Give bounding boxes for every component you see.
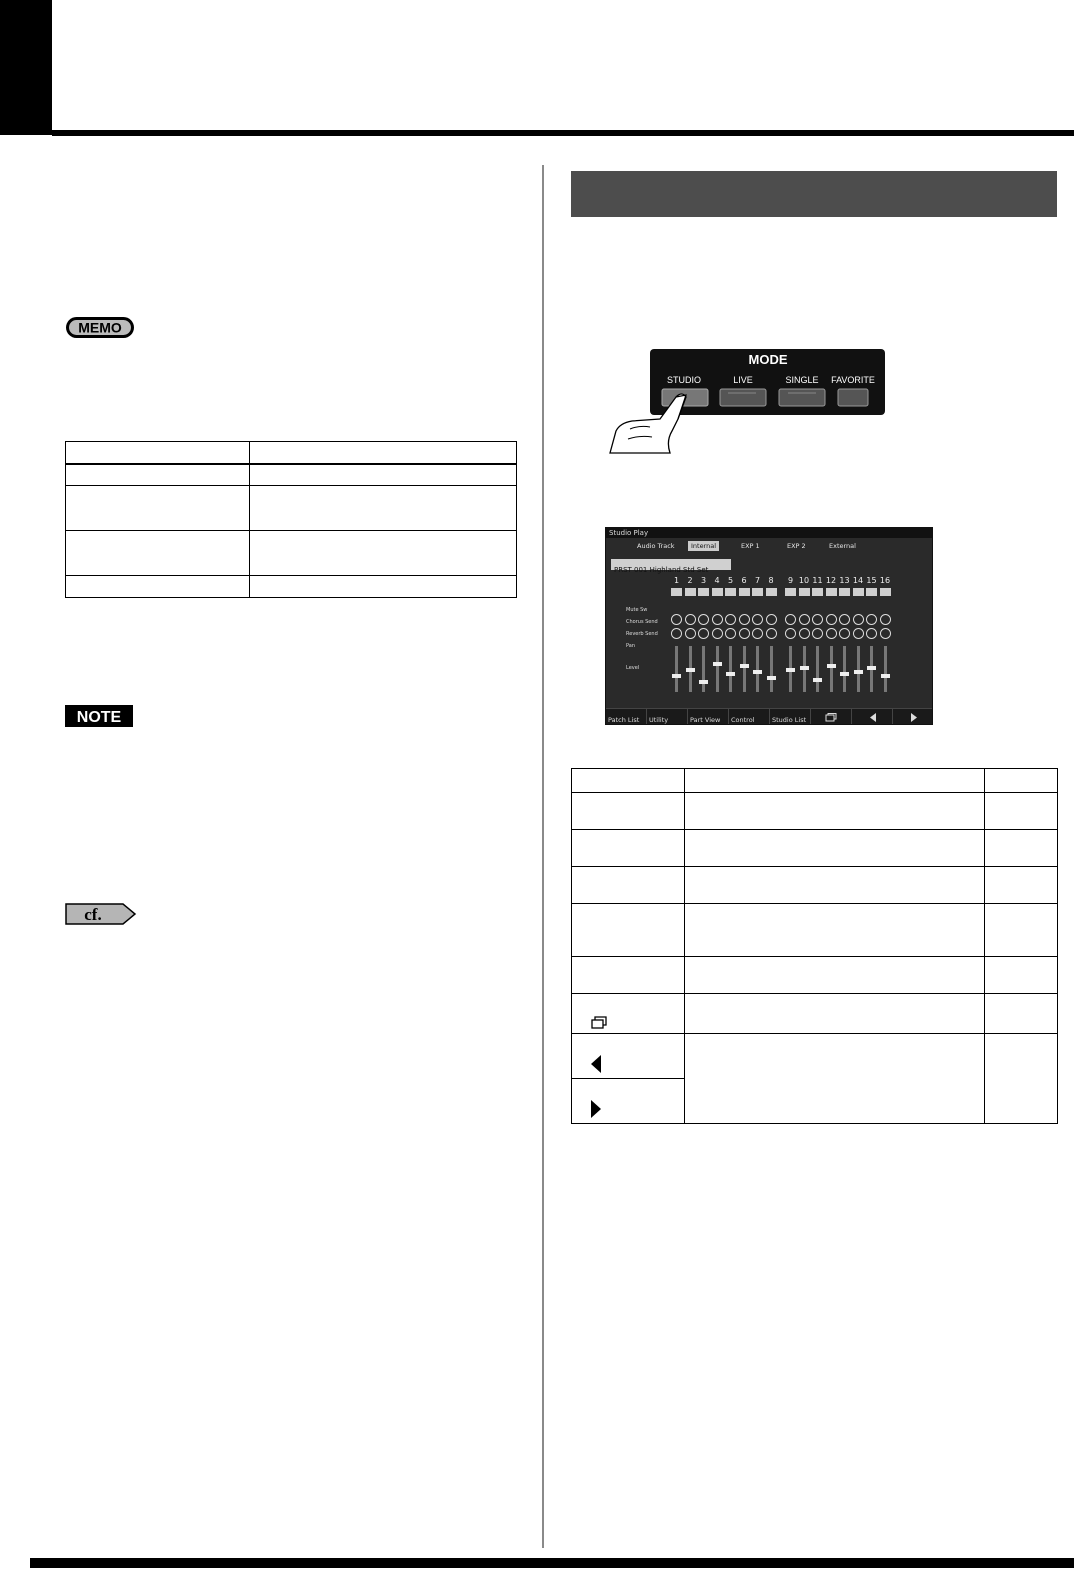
channel-tone-pad[interactable] <box>752 588 763 596</box>
channel-strip[interactable] <box>865 576 878 694</box>
fader-cap[interactable] <box>713 662 722 666</box>
channel-strip[interactable] <box>852 576 865 694</box>
cf-label: cf. <box>84 905 102 924</box>
send-knob[interactable] <box>799 628 810 639</box>
fader-cap[interactable] <box>840 672 849 676</box>
send-knob[interactable] <box>725 628 736 639</box>
send-knob[interactable] <box>685 628 696 639</box>
table-row <box>66 576 517 598</box>
param-level: Level <box>626 665 640 671</box>
note-label: NOTE <box>76 709 122 726</box>
left-triangle-icon <box>591 1055 601 1073</box>
table-row <box>572 994 1058 1034</box>
level-fader[interactable] <box>857 646 860 692</box>
channel-strip[interactable] <box>684 576 697 694</box>
send-knob[interactable] <box>826 628 837 639</box>
send-knob[interactable] <box>725 614 736 625</box>
window-icon <box>825 713 837 722</box>
fkey-patch-list-label: Patch List <box>608 716 640 724</box>
channel-number: 4 <box>714 576 720 585</box>
table-row <box>66 531 517 576</box>
tab-audio-track[interactable]: Audio Track <box>637 542 675 550</box>
level-fader[interactable] <box>756 646 759 692</box>
channel-tone-pad[interactable] <box>853 588 864 596</box>
channel-strip[interactable] <box>697 576 710 694</box>
send-knob[interactable] <box>712 614 723 625</box>
fader-cap[interactable] <box>767 676 776 680</box>
fader-cap[interactable] <box>786 668 795 672</box>
fkey-studio-list-label: Studio List <box>772 716 807 724</box>
channel-strip[interactable] <box>765 576 778 694</box>
screen-title-bar <box>606 528 932 538</box>
window-stack-icon <box>591 1016 607 1029</box>
tab-exp1[interactable]: EXP 1 <box>741 542 760 550</box>
fkey-part-view[interactable] <box>688 709 729 725</box>
channel-strip[interactable] <box>711 576 724 694</box>
channel-tone-pad[interactable] <box>812 588 823 596</box>
screen-param-labels <box>626 604 666 674</box>
send-knob[interactable] <box>880 628 891 639</box>
send-knob[interactable] <box>853 614 864 625</box>
fkey-window[interactable] <box>811 709 852 725</box>
level-fader[interactable] <box>884 646 887 692</box>
fader-cap[interactable] <box>800 666 809 670</box>
section-heading-bar <box>571 171 1057 217</box>
screen-title: Studio Play <box>609 529 649 537</box>
channel-number: 5 <box>727 576 734 585</box>
fader-cap[interactable] <box>867 666 876 670</box>
send-knob[interactable] <box>685 614 696 625</box>
channel-strip[interactable] <box>798 576 811 694</box>
channel-tone-pad[interactable] <box>839 588 850 596</box>
fkey-prev[interactable] <box>852 709 893 725</box>
send-knob[interactable] <box>812 628 823 639</box>
channel-number: 6 <box>741 576 747 585</box>
table-header-row <box>66 442 517 464</box>
screen-channels <box>670 576 926 694</box>
cf-icon <box>65 903 137 925</box>
channel-number: 13 <box>839 576 850 585</box>
send-knob[interactable] <box>739 628 750 639</box>
level-fader[interactable] <box>843 646 846 692</box>
live-button[interactable] <box>720 389 766 406</box>
fkey-studio-list[interactable] <box>770 709 811 725</box>
send-knob[interactable] <box>839 628 850 639</box>
send-knob[interactable] <box>739 614 750 625</box>
send-knob[interactable] <box>671 628 682 639</box>
footer-rule <box>30 1558 1074 1568</box>
channel-tone-pad[interactable] <box>739 588 750 596</box>
table-row <box>572 1034 1058 1079</box>
channel-strip[interactable] <box>784 576 797 694</box>
right-arrow-icon <box>911 713 917 722</box>
send-knob[interactable] <box>785 614 796 625</box>
channel-number: 1 <box>673 576 680 585</box>
send-knob[interactable] <box>866 628 877 639</box>
level-fader[interactable] <box>743 646 746 692</box>
header-rule <box>52 130 1074 136</box>
send-knob[interactable] <box>752 614 763 625</box>
send-knob[interactable] <box>799 614 810 625</box>
screen-tabs <box>634 541 924 551</box>
send-knob[interactable] <box>785 628 796 639</box>
channel-strip[interactable] <box>825 576 838 694</box>
param-reverb-send: Reverb Send <box>626 631 658 637</box>
fkey-next[interactable] <box>893 709 933 725</box>
fkey-control-label: Control <box>731 716 755 724</box>
table-header-row <box>572 769 1058 793</box>
fader-cap[interactable] <box>686 668 695 672</box>
mode-favorite-label: FAVORITE <box>831 375 875 385</box>
channel-number: 10 <box>798 576 810 585</box>
level-fader[interactable] <box>770 646 773 692</box>
channel-tone-pad[interactable] <box>880 588 891 596</box>
channel-tone-pad[interactable] <box>698 588 709 596</box>
table-row <box>572 793 1058 830</box>
note-icon <box>65 705 133 727</box>
channel-tone-pad[interactable] <box>725 588 736 596</box>
send-knob[interactable] <box>712 628 723 639</box>
channel-number: 12 <box>825 576 837 585</box>
send-knob[interactable] <box>766 628 777 639</box>
fkey-patch-list[interactable] <box>606 709 647 725</box>
right-table <box>571 768 1058 1124</box>
param-mute-sw: Mute Sw <box>626 607 648 613</box>
param-pan: Pan <box>626 643 636 649</box>
channel-strip[interactable] <box>838 576 851 694</box>
channel-tone-pad[interactable] <box>785 588 796 596</box>
tab-internal[interactable]: Internal <box>688 541 719 551</box>
fkey-utility-label: Utility <box>649 716 669 724</box>
tab-external[interactable]: External <box>829 542 856 550</box>
studio-play-screenshot <box>605 527 933 725</box>
channel-tone-pad[interactable] <box>766 588 777 596</box>
mode-live-label: LIVE <box>733 375 753 385</box>
channel-strip[interactable] <box>670 576 683 694</box>
left-table <box>65 441 517 598</box>
channel-strip[interactable] <box>811 576 824 694</box>
channel-strip[interactable] <box>738 576 751 694</box>
screen-patch-name[interactable] <box>611 559 731 574</box>
table-row <box>572 867 1058 904</box>
level-fader[interactable] <box>816 646 819 692</box>
channel-strip[interactable] <box>751 576 764 694</box>
single-button[interactable] <box>779 389 825 406</box>
tab-exp2[interactable]: EXP 2 <box>787 542 806 550</box>
channel-number: 3 <box>700 576 707 585</box>
column-divider <box>542 165 544 1548</box>
screen-function-keys <box>606 708 932 724</box>
fkey-control[interactable] <box>729 709 770 725</box>
channel-tone-pad[interactable] <box>799 588 810 596</box>
memo-label: MEMO <box>78 319 122 336</box>
send-knob[interactable] <box>671 614 682 625</box>
send-knob[interactable] <box>880 614 891 625</box>
mode-panel-illustration <box>580 345 890 457</box>
channel-number: 9 <box>787 576 794 585</box>
level-fader[interactable] <box>716 646 719 692</box>
fader-cap[interactable] <box>854 670 863 674</box>
fkey-part-view-label: Part View <box>690 716 721 724</box>
send-knob[interactable] <box>826 614 837 625</box>
send-knob[interactable] <box>698 614 709 625</box>
chapter-tab <box>0 0 52 135</box>
channel-number: 11 <box>812 576 823 585</box>
fkey-utility[interactable] <box>647 709 688 725</box>
fader-cap[interactable] <box>753 670 762 674</box>
table-row <box>572 830 1058 867</box>
fader-cap[interactable] <box>740 664 749 668</box>
mode-title: MODE <box>748 352 788 367</box>
patch-name-text: PRST 001 Highland Std Set <box>614 566 709 574</box>
send-knob[interactable] <box>752 628 763 639</box>
channel-tone-pad[interactable] <box>866 588 877 596</box>
left-arrow-icon <box>870 713 876 722</box>
channel-number: 8 <box>768 576 774 585</box>
level-fader[interactable] <box>830 646 833 692</box>
memo-icon <box>65 316 135 339</box>
channel-tone-pad[interactable] <box>671 588 682 596</box>
channel-number: 2 <box>687 576 693 585</box>
send-knob[interactable] <box>698 628 709 639</box>
channel-strip[interactable] <box>724 576 737 694</box>
channel-tone-pad[interactable] <box>712 588 723 596</box>
table-row <box>572 957 1058 994</box>
param-chorus-send: Chorus Send <box>626 619 658 625</box>
fader-cap[interactable] <box>699 680 708 684</box>
channel-number: 15 <box>866 576 877 585</box>
fader-cap[interactable] <box>827 664 836 668</box>
channel-strip[interactable] <box>879 576 892 694</box>
table-row <box>66 464 517 486</box>
channel-number: 7 <box>754 576 761 585</box>
channel-number: 14 <box>852 576 864 585</box>
table-row <box>66 486 517 531</box>
channel-tone-pad[interactable] <box>685 588 696 596</box>
fader-cap[interactable] <box>726 672 735 676</box>
channel-number: 16 <box>879 576 891 585</box>
fader-cap[interactable] <box>813 678 822 682</box>
level-fader[interactable] <box>729 646 732 692</box>
mode-single-label: SINGLE <box>785 375 819 385</box>
send-knob[interactable] <box>766 614 777 625</box>
fader-cap[interactable] <box>672 674 681 678</box>
favorite-button[interactable] <box>838 389 868 406</box>
mode-studio-label: STUDIO <box>666 375 702 385</box>
send-knob[interactable] <box>866 614 877 625</box>
send-knob[interactable] <box>853 628 864 639</box>
level-fader[interactable] <box>702 646 705 692</box>
fader-cap[interactable] <box>881 674 890 678</box>
channel-tone-pad[interactable] <box>826 588 837 596</box>
table-row <box>572 904 1058 957</box>
send-knob[interactable] <box>839 614 850 625</box>
send-knob[interactable] <box>812 614 823 625</box>
right-triangle-icon <box>591 1100 601 1118</box>
level-fader[interactable] <box>675 646 678 692</box>
